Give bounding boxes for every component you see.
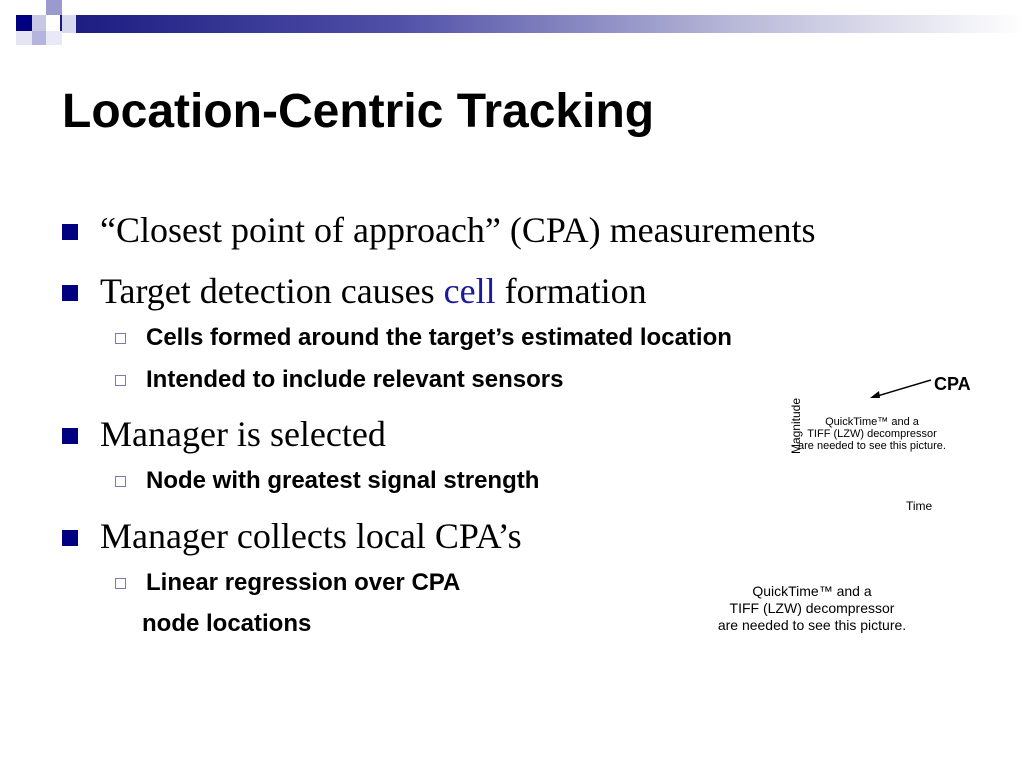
- header-square-decoration: [46, 0, 62, 15]
- header-square-decoration: [32, 31, 46, 45]
- header-square-decoration: [62, 15, 76, 33]
- y-axis-label: Magnitude: [789, 397, 803, 455]
- subbullet-text: Node with greatest signal strength: [146, 467, 540, 494]
- subbullet-continuation: [142, 610, 311, 638]
- bullet-text: [100, 271, 647, 311]
- image-placeholder-text: [784, 416, 960, 452]
- header-square-decoration: [16, 15, 32, 31]
- subbullet-text: Cells formed around the target’s estimated location: [146, 324, 732, 351]
- header-gradient-bar: [60, 15, 1024, 33]
- bullet-text: Manager is selected: [100, 414, 386, 454]
- cpa-label: CPA: [934, 374, 971, 394]
- placeholder-line: TIFF (LZW) decompressor: [807, 428, 937, 440]
- x-axis-label: Time: [906, 499, 933, 513]
- placeholder-line: QuickTime™ and a: [825, 416, 919, 428]
- bullet-square-icon: [62, 224, 78, 240]
- header-square-decoration: [32, 15, 46, 31]
- header-square-decoration: [46, 31, 62, 45]
- bullet-text: “Closest point of approach” (CPA) measurements: [100, 210, 816, 250]
- bullet-square-icon: [62, 530, 78, 546]
- bullet-text-part: formation: [495, 271, 647, 311]
- bullet-text: Manager collects local CPA’s: [100, 516, 522, 556]
- subbullet-text: Linear regression over CPA: [146, 569, 461, 596]
- placeholder-line: QuickTime™ and a: [752, 583, 872, 599]
- placeholder-line: are needed to see this picture.: [798, 440, 946, 452]
- hollow-square-icon: [115, 333, 126, 344]
- image-placeholder-text: [692, 583, 932, 634]
- slide-title: Location-Centric Tracking: [62, 85, 655, 138]
- header-square-decoration: [16, 31, 32, 45]
- subbullet-text: Intended to include relevant sensors: [146, 366, 564, 393]
- placeholder-line: are needed to see this picture.: [717, 617, 907, 633]
- hollow-square-icon: [115, 375, 126, 386]
- highlight-word: cell: [443, 271, 496, 311]
- hollow-square-icon: [115, 476, 126, 487]
- subbullet-text: node locations: [142, 610, 312, 637]
- bullet-text-part: Target detection causes: [100, 271, 444, 311]
- bullet-square-icon: [62, 428, 78, 444]
- placeholder-line: TIFF (LZW) decompressor: [729, 600, 895, 616]
- hollow-square-icon: [115, 578, 126, 589]
- cpa-arrow-icon: [865, 376, 935, 402]
- bullet-square-icon: [62, 285, 78, 301]
